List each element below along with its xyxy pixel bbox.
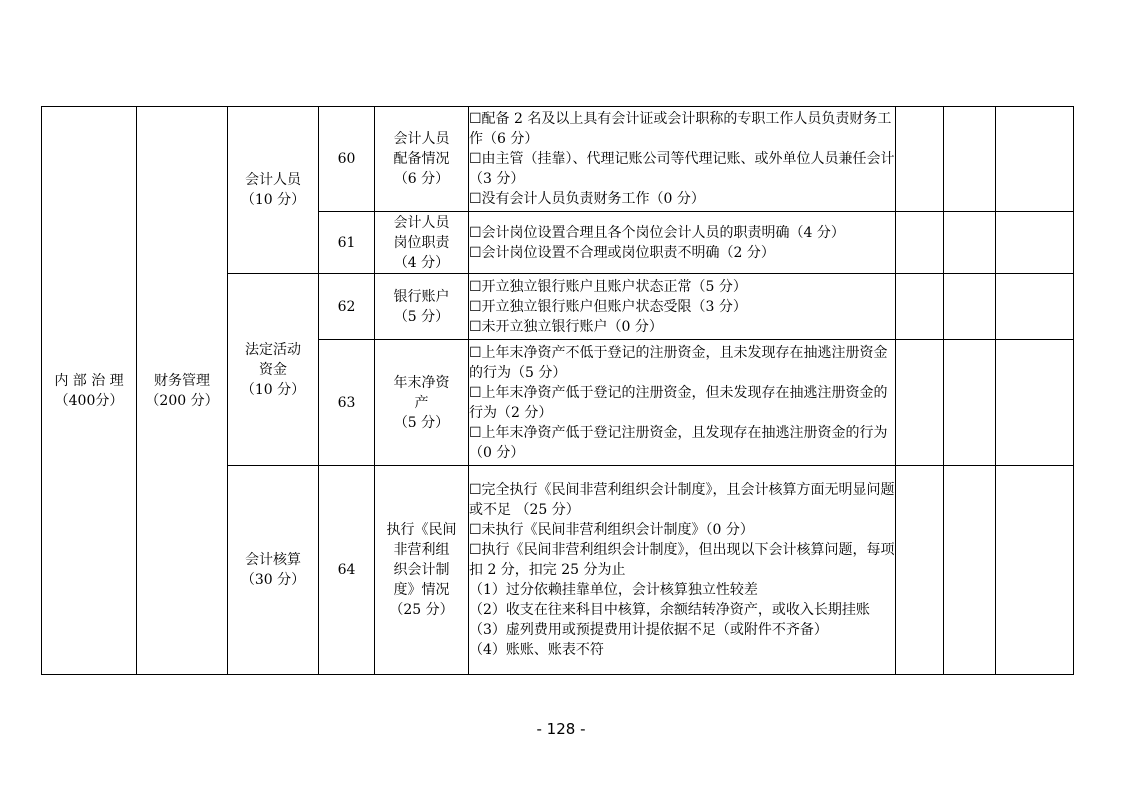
item-number: 64 bbox=[319, 466, 375, 675]
item-name-cell bbox=[375, 107, 469, 212]
empty-cell bbox=[896, 274, 944, 340]
criteria-line: ☐开立独立银行账户但账户状态受限（3 分） bbox=[469, 298, 747, 315]
item-name-cell bbox=[375, 274, 469, 340]
empty-cell bbox=[896, 466, 944, 675]
group-name: 会计人员 （10 分） bbox=[240, 172, 306, 208]
evaluation-table bbox=[41, 106, 1074, 675]
category-level1: 内 部 治 理 （400分） bbox=[54, 372, 124, 409]
criteria-cell bbox=[469, 340, 896, 466]
empty-cell bbox=[944, 274, 996, 340]
item-name: 年末净资 产 （5 分） bbox=[393, 374, 450, 431]
criteria-line: ☐配备 2 名及以上具有会计证或会计职称的专职工作人员负责财务工作（6 分） bbox=[469, 111, 892, 147]
criteria-line: ☐未执行《民间非营利组织会计制度》（0 分） bbox=[469, 522, 754, 538]
empty-cell bbox=[996, 466, 1074, 675]
empty-cell bbox=[996, 274, 1074, 340]
criteria-line: ☐上年末净资产低于登记注册资金，且发现存在抽逃注册资金的行为（0 分） bbox=[469, 424, 888, 461]
criteria-line: ☐执行《民间非营利组织会计制度》，但出现以下会计核算问题，每项扣 2 分，扣完 25 分为止 bbox=[469, 542, 895, 578]
criteria-cell bbox=[469, 466, 896, 675]
criteria-cell bbox=[469, 107, 896, 212]
group-cell bbox=[228, 466, 319, 675]
category-level2: 财务管理 （200 分） bbox=[145, 372, 219, 409]
criteria-line: ☐完全执行《民间非营利组织会计制度》，且会计核算方面无明显问题或不足 （25 分） bbox=[469, 482, 895, 518]
item-name: 会计人员 岗位职责 （4 分） bbox=[393, 214, 450, 271]
group-cell bbox=[228, 107, 319, 274]
item-number: 60 bbox=[319, 107, 375, 212]
item-name: 执行《民间 非营利组 织会计制 度》情况 （25 分） bbox=[386, 522, 457, 618]
criteria-cell bbox=[469, 274, 896, 340]
criteria-line: ☐上年末净资产不低于登记的注册资金，且未发现存在抽逃注册资金的行为（5 分） bbox=[469, 344, 888, 381]
criteria-line: ☐上年末净资产低于登记的注册资金，但未发现存在抽逃注册资金的行为（2 分） bbox=[469, 384, 888, 421]
empty-cell bbox=[944, 212, 996, 274]
empty-cell bbox=[944, 466, 996, 675]
empty-cell bbox=[896, 107, 944, 212]
item-number: 62 bbox=[319, 274, 375, 340]
item-name-cell bbox=[375, 466, 469, 675]
empty-cell bbox=[996, 107, 1074, 212]
criteria-line: ☐由主管（挂靠）、代理记账公司等代理记账、或外单位人员兼任会计（3 分） bbox=[469, 151, 895, 187]
empty-cell bbox=[896, 340, 944, 466]
empty-cell bbox=[996, 212, 1074, 274]
criteria-line: （4）账账、账表不符 bbox=[469, 642, 604, 658]
item-name: 会计人员 配备情况 （6 分） bbox=[393, 131, 450, 187]
criteria-line: ☐会计岗位设置合理且各个岗位会计人员的职责明确（4 分） bbox=[469, 224, 845, 241]
criteria-cell bbox=[469, 212, 896, 274]
item-name: 银行账户 （5 分） bbox=[393, 288, 450, 325]
criteria-line: ☐会计岗位设置不合理或岗位职责不明确（2 分） bbox=[469, 244, 775, 261]
group-cell bbox=[228, 274, 319, 466]
empty-cell bbox=[944, 107, 996, 212]
category-level2-cell bbox=[137, 107, 228, 675]
item-name-cell bbox=[375, 212, 469, 274]
item-name-cell bbox=[375, 340, 469, 466]
empty-cell bbox=[896, 212, 944, 274]
criteria-line: ☐没有会计人员负责财务工作（0 分） bbox=[469, 191, 705, 207]
category-level1-cell bbox=[42, 107, 137, 675]
empty-cell bbox=[944, 340, 996, 466]
criteria-line: （3）虚列费用或预提费用计提依据不足（或附件不齐备） bbox=[469, 622, 828, 638]
page-number: - 128 - bbox=[536, 720, 586, 738]
empty-cell bbox=[996, 340, 1074, 466]
group-name: 法定活动 资金 （10 分） bbox=[240, 341, 306, 398]
group-name: 会计核算 （30 分） bbox=[240, 552, 306, 588]
criteria-line: （2）收支在往来科目中核算，余额结转净资产，或收入长期挂账 bbox=[469, 602, 870, 618]
criteria-line: （1）过分依赖挂靠单位，会计核算独立性较差 bbox=[469, 582, 758, 598]
item-number: 61 bbox=[319, 212, 375, 274]
item-number: 63 bbox=[319, 340, 375, 466]
criteria-line: ☐未开立独立银行账户（0 分） bbox=[469, 318, 663, 335]
criteria-line: ☐开立独立银行账户且账户状态正常（5 分） bbox=[469, 278, 747, 295]
